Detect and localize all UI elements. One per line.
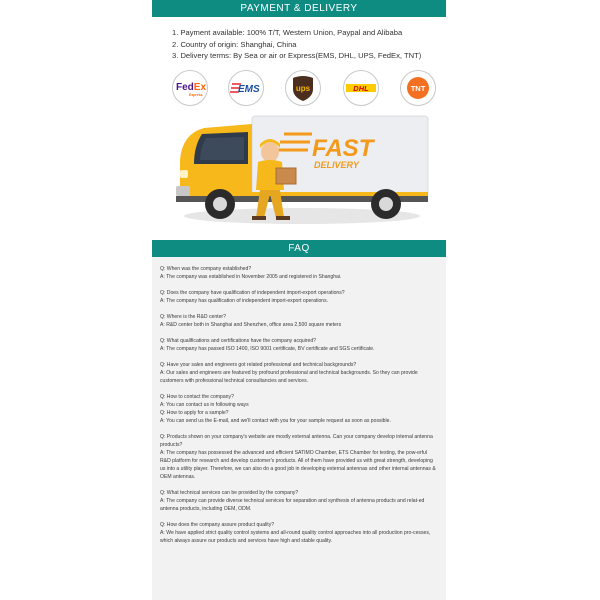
fedex-logo-subtext: Express [189, 93, 203, 97]
faq-line: Q: What technical services can be provided by the company? [160, 490, 299, 496]
ems-logo [228, 70, 264, 106]
faq-line: Q: How to contact the company? [160, 394, 234, 400]
faq-item [160, 313, 438, 329]
faq-item [160, 337, 438, 353]
dhl-logo-text: DHL [353, 84, 369, 93]
fedex-logo-mark [173, 78, 207, 98]
faq-line: A: The company has qualification of independent import-export operations. [160, 298, 329, 304]
content-column [152, 0, 446, 600]
truck-delivery-text: DELIVERY [314, 160, 359, 170]
dhl-logo [343, 70, 379, 106]
faq-line: A: The company can provide diverse technical services for separation and synthesis of antenna products and relat-ed antenna products, including OEM, ODM. [160, 498, 425, 512]
payment-term-item: 1. Payment available: 100% T/T, Western Union, Paypal and Alibaba [172, 28, 403, 37]
faq-line: Q: How to apply for a sample? [160, 410, 229, 416]
faq-item [160, 489, 438, 513]
payment-term-item: 2. Country of origin: Shanghai, China [172, 39, 297, 49]
faq-line: A: The company was established in November 2005 and registered in Shanghai. [160, 274, 342, 280]
payment-term-item: 3. Delivery terms: By Sea or air or Express(EMS, DHL, UPS, FedEx, TNT) [172, 51, 422, 60]
faq-line: Q: Where is the R&D center? [160, 314, 226, 320]
fedex-logo [172, 70, 208, 106]
truck-icon [172, 112, 432, 230]
truck-fast-text: FAST [312, 135, 374, 162]
faq-line: A: You can send us the E-mail, and we'll contact with you for your sample request as soon as possible. [160, 418, 391, 424]
fedex-logo-text: FedEx [176, 82, 207, 93]
faq-item [160, 361, 438, 385]
faq-line: A: Our sales and engineers are featured by profound professional and technical backgrounds. So they can provide customers with professional technical consultancies and services. [160, 370, 418, 384]
faq-item [160, 433, 438, 481]
dhl-logo-mark [346, 80, 376, 96]
faq-line: Q: How does the company assure product quality? [160, 522, 275, 528]
faq-line: A: The company has possessed the advanced and efficient SATIMO Chamber, ETS Chamber for testing, the pow-erful R&D platform for research and develop customer's products. All of them have provided us with great strength, developing us into a utility player. Therefore, we can also do a good job in developing external antennas and other internal antennas & OEM antennas. [160, 450, 436, 480]
faq-item [160, 265, 438, 281]
tnt-logo-mark [403, 73, 433, 103]
ems-logo-text: EMS [238, 84, 260, 95]
ems-logo-mark [229, 78, 263, 98]
faq-header: FAQ [152, 240, 446, 257]
faq-line: Q: Does the company have qualification of independent import-export operations? [160, 290, 345, 296]
faq-list [152, 257, 446, 600]
faq-line: Q: Have your sales and engineers got related professional and technical backgrounds? [160, 362, 357, 368]
faq-line: Q: Products shown on your company's website are mostly external antenna. Can your company develop internal antenna products? [160, 434, 433, 448]
faq-line: Q: What qualifications and certifications have the company acquired? [160, 338, 317, 344]
ups-logo-mark [290, 74, 316, 102]
fast-delivery-truck-illustration [172, 112, 432, 230]
faq-line: A: The company has passed ISO 1400, ISO 9001 certificate, BV certificate and SGS certificate. [160, 346, 375, 352]
tnt-logo [400, 70, 436, 106]
courier-logos [168, 70, 438, 110]
faq-line: A: R&D center both in Shanghai and Shenzhen, office area 2,500 square meters [160, 322, 342, 328]
payment-terms-list [172, 27, 442, 62]
faq-item [160, 289, 438, 305]
ups-logo-text: ups [295, 84, 311, 93]
ups-logo [285, 70, 321, 106]
faq-line: Q: When was the company established? [160, 266, 252, 272]
tnt-logo-text: TNT [410, 84, 426, 93]
payment-delivery-header: PAYMENT & DELIVERY [152, 0, 446, 17]
faq-item [160, 393, 438, 425]
faq-item [160, 521, 438, 545]
faq-line: A: We have applied strict quality control systems and all-round quality control approaches into all production pro-cesses, which always assure our products and services have high and stable quality. [160, 530, 431, 544]
faq-line: A: You can contact us in following ways [160, 402, 249, 408]
